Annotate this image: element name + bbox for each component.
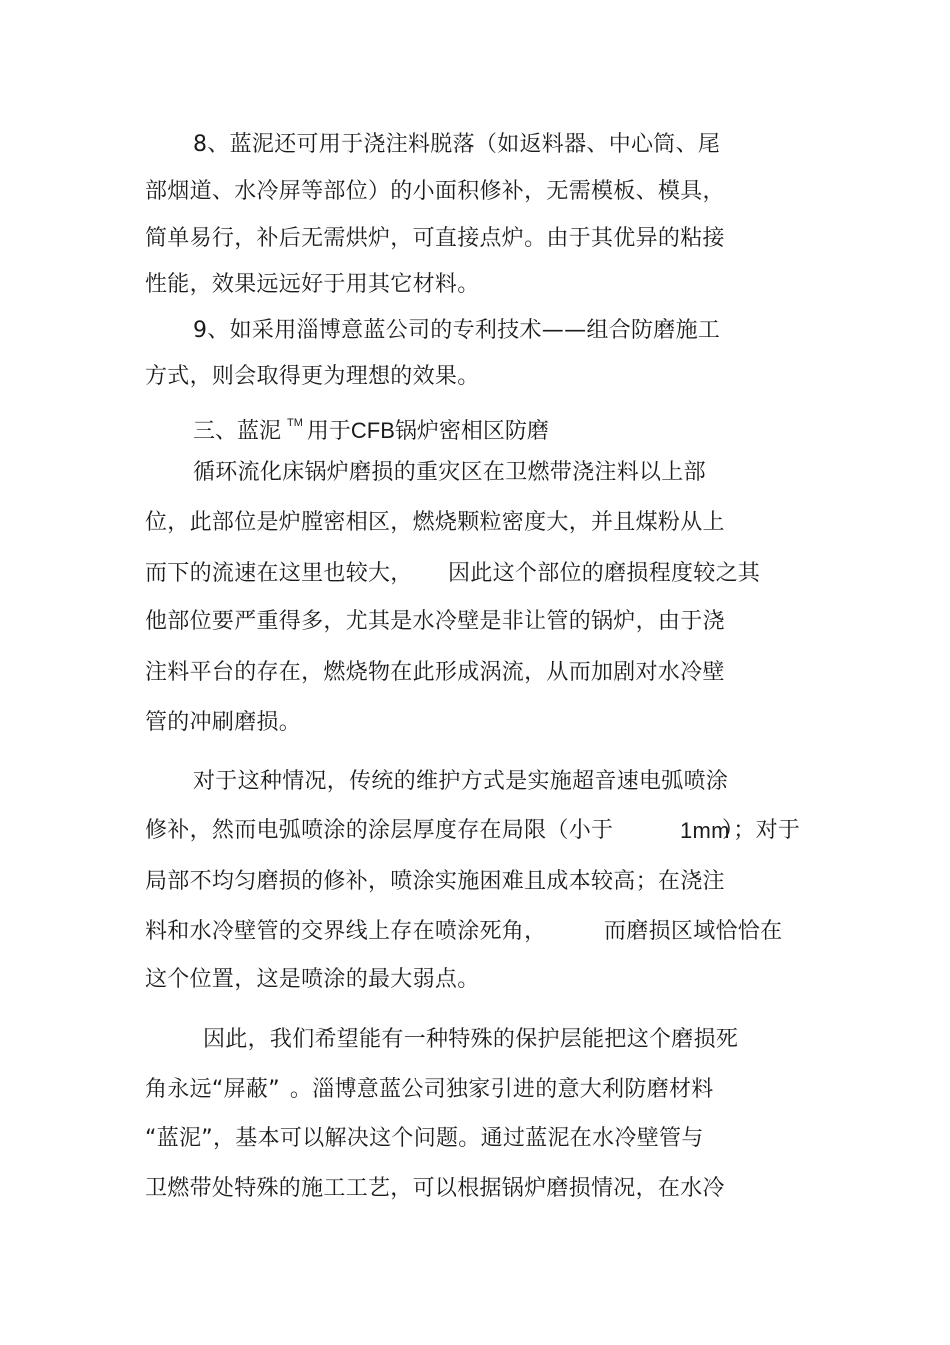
para2-line3: 局部不均匀磨损的修补，喷涂实施困难且成本较高；在浇注 <box>145 869 725 894</box>
item9-line2: 方式，则会取得更为理想的效果。 <box>145 364 480 389</box>
item9-line1: 9、如采用淄博意蓝公司的专利技术——组合防磨施工 <box>193 318 721 343</box>
para1-line5: 注料平台的存在，燃烧物在此形成涡流，从而加剧对水冷壁 <box>145 660 725 685</box>
item8-line3: 简单易行，补后无需烘炉，可直接点炉。由于其优异的粘接 <box>145 226 725 251</box>
para3-line3: “蓝泥”，基本可以解决这个问题。通过蓝泥在水冷壁管与 <box>145 1126 704 1151</box>
item8-line2: 部烟道、水冷屏等部位）的小面积修补，无需模板、模具， <box>145 179 725 204</box>
para1-line3a: 而下的流速在这里也较大， <box>145 561 413 586</box>
para3-line2 <box>145 1075 714 1105</box>
para1-line3b: 因此这个部位的磨损程度较之其 <box>448 561 761 586</box>
item8-line4: 性能，效果远远好于用其它材料。 <box>145 272 480 297</box>
section-3-middle: 用于 <box>306 419 351 444</box>
para2-line5: 这个位置，这是喷涂的最大弱点。 <box>145 967 480 992</box>
para2-line2c: ）；对于 <box>722 818 801 843</box>
para2-line4b: 而磨损区域恰恰在 <box>604 919 783 944</box>
section-3-heading <box>193 408 549 447</box>
section-3-cfb: CFB <box>350 418 395 443</box>
item8-line1: 8、蓝泥还可用于浇注料脱落（如返料器、中心筒、尾 <box>193 132 721 157</box>
para2-line2b: 1mm <box>680 818 730 843</box>
para1-line1: 循环流化床锅炉磨损的重灾区在卫燃带浇注料以上部 <box>193 460 706 485</box>
para1-line4: 他部位要严重得多，尤其是水冷壁是非让管的锅炉，由于浇 <box>145 609 725 634</box>
trademark-mark: TM <box>287 417 303 429</box>
para2-line2a: 修补，然而电弧喷涂的涂层厚度存在局限（小于 <box>145 818 614 843</box>
section-3-suffix: 锅炉密相区防磨 <box>394 419 549 444</box>
para2-line1: 对于这种情况，传统的维护方式是实施超音速电弧喷涂 <box>193 769 729 794</box>
para1-line6: 管的冲刷磨损。 <box>145 710 302 735</box>
para3-line4: 卫燃带处特殊的施工工艺，可以根据锅炉磨损情况，在水冷 <box>145 1176 725 1201</box>
para2-line4a: 料和水冷壁管的交界线上存在喷涂死角， <box>145 919 547 944</box>
para3-line2-part1: 角永远“屏蔽” <box>145 1077 280 1102</box>
para3-line2-part2: 。淄博意蓝公司独家引进的意大利防磨材料 <box>289 1077 714 1102</box>
section-3-prefix: 三、蓝泥 <box>193 419 282 444</box>
para3-line1: 因此，我们希望能有一种特殊的保护层能把这个磨损死 <box>203 1027 739 1052</box>
para1-line2: 位，此部位是炉膛密相区，燃烧颗粒密度大，并且煤粉从上 <box>145 510 725 535</box>
